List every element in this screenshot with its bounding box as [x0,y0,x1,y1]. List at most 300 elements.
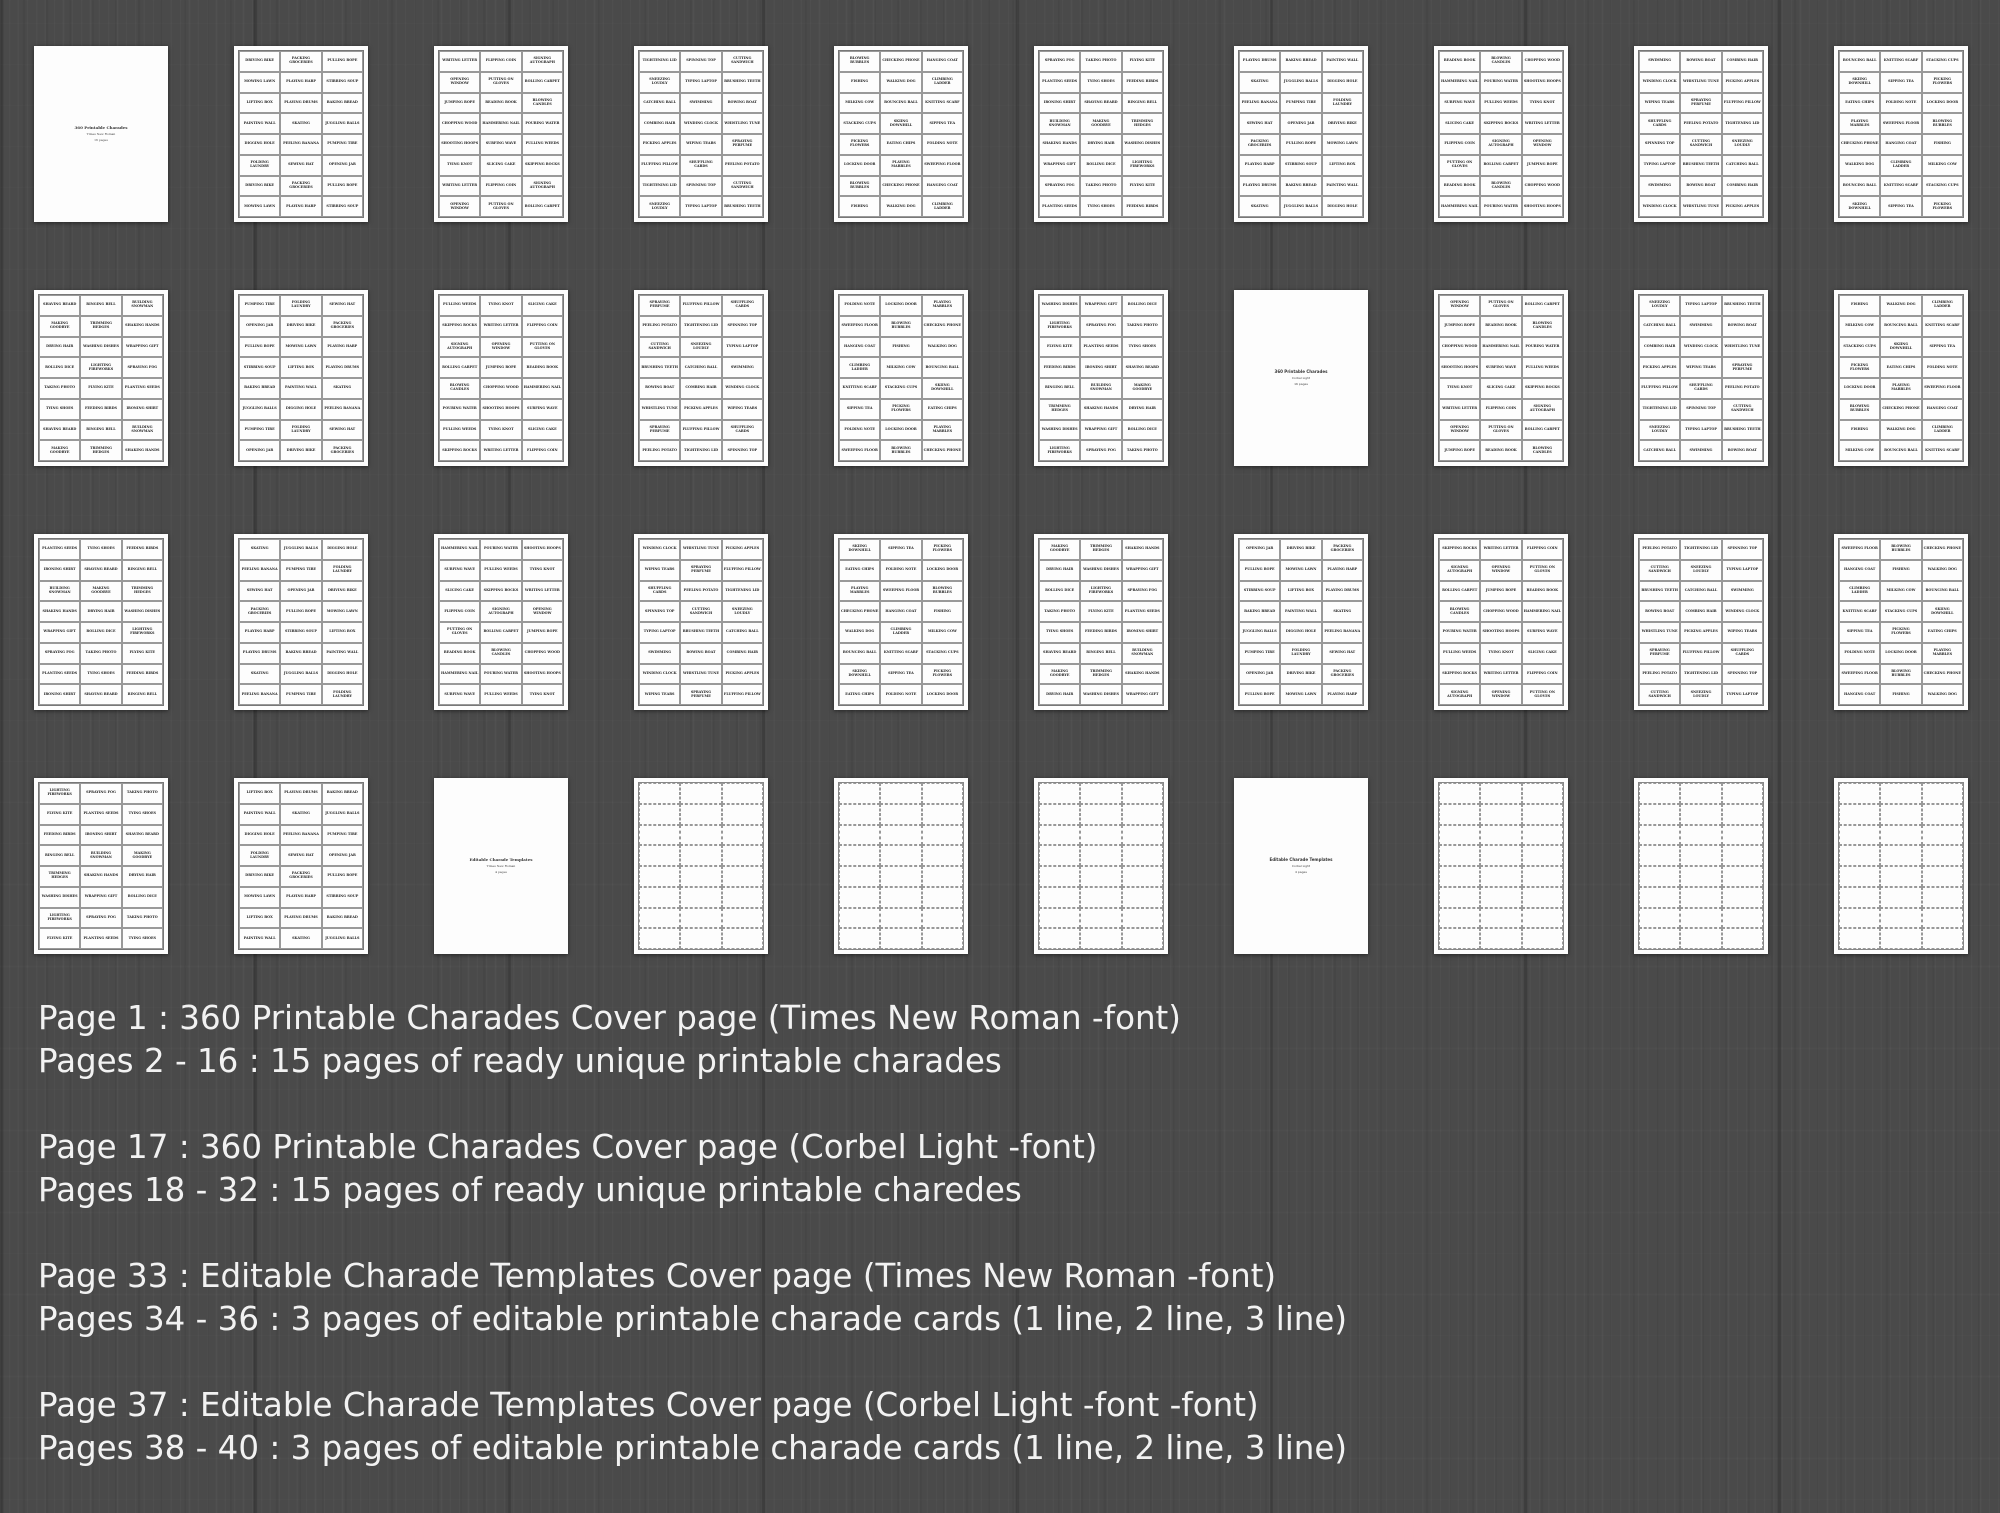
charade-card: PULLING WEEDS [480,560,521,581]
charade-card: SPINNING TOP [1639,134,1680,155]
charade-card: PLANTING SEEDS [1039,196,1080,217]
blank-card [1480,845,1521,866]
charade-page-thumbnail [1434,290,1568,466]
charade-card: SWEEPING FLOOR [922,155,963,176]
charade-card: SKIPPING ROCKS [439,440,480,461]
charade-card: SHAKING HANDS [1039,134,1080,155]
blank-card [1122,928,1163,949]
blank-card [1922,783,1963,804]
charade-card: SPRAYING FOG [1039,176,1080,197]
charade-card: SKIPPING ROCKS [522,155,563,176]
charade-card: SNEEZING LOUDLY [1639,420,1680,441]
blank-card [1839,928,1880,949]
blank-card [1922,866,1963,887]
charade-card: SKIING DOWNHILL [1880,337,1921,358]
charade-card: SWEEPING FLOOR [1839,664,1880,685]
charade-card: POURING WATER [1439,622,1480,643]
charade-card: MOWING LAWN [1280,684,1321,705]
charade-card: MAKING GOODBYE [1039,539,1080,560]
charade-card: PEELING BANANA [1322,622,1363,643]
charade-card: FLYING KITE [1039,337,1080,358]
charade-card: PLAYING MARBLES [922,295,963,316]
blank-card [1722,928,1763,949]
charade-card: WASHING DISHES [1122,134,1163,155]
charade-card: DRYING HAIR [1080,134,1121,155]
charade-card: MAKING GOODBYE [1080,113,1121,134]
cover-pages: 4 pages [1295,870,1307,875]
charade-card: EATING CHIPS [1880,357,1921,378]
charade-card: OPENING WINDOW [480,337,521,358]
charade-card: BAKING BREAD [1280,51,1321,72]
description-line: Pages 18 - 32 : 15 pages of ready unique printable charedes [38,1171,1022,1209]
charade-card: STACKING CUPS [1839,337,1880,358]
charade-card: PUTTING ON GLOVES [1480,420,1521,441]
charade-card: BRUSHING TEETH [722,72,763,93]
charade-card: TIGHTENING LID [1639,399,1680,420]
charade-card: FLYING KITE [80,378,121,399]
charade-card: BAKING BREAD [280,643,321,664]
charade-card: PLANTING SEEDS [39,539,80,560]
description-block-4 [38,1384,1347,1470]
charade-card: WINDING CLOCK [1680,337,1721,358]
charade-card: PACKING GROCERIES [280,866,321,887]
charade-card: CATCHING BALL [722,622,763,643]
blank-card [639,887,680,908]
charade-page-thumbnail [1834,46,1968,222]
charade-card: TYING KNOT [1439,378,1480,399]
charade-card: PUTTING ON GLOVES [1522,560,1563,581]
charade-card: ROLLING CARPET [522,196,563,217]
charade-card: PLAYING MARBLES [1880,378,1921,399]
charade-card: PACKING GROCERIES [239,601,280,622]
charade-card: PAINTING WALL [239,804,280,825]
charade-card: PLANTING SEEDS [80,928,121,949]
charade-card: WALKING DOG [1922,684,1963,705]
charade-card: PACKING GROCERIES [322,440,363,461]
charade-card: PLAYING DRUMS [1239,176,1280,197]
charade-card: ROLLING CARPET [480,622,521,643]
charade-card: RINGING BELL [1080,643,1121,664]
charade-card: WINDING CLOCK [1639,196,1680,217]
blank-card [880,928,921,949]
blank-card [1039,804,1080,825]
blank-card [1480,783,1521,804]
charade-card: FOLDING NOTE [880,560,921,581]
cover-page-thumbnail [1234,778,1368,954]
charade-card: PICKING FLOWERS [1880,622,1921,643]
charade-card: CUTTING SANDWICH [1639,684,1680,705]
charade-card: BLOWING CANDLES [1522,316,1563,337]
blank-card [1680,825,1721,846]
charade-card: SPINNING TOP [1722,539,1763,560]
charade-card: WIPING TEARS [639,560,680,581]
charade-card: STACKING CUPS [922,643,963,664]
charade-card: PULLING ROPE [322,176,363,197]
charade-card: POURING WATER [480,539,521,560]
charade-card: RINGING BELL [80,420,121,441]
charade-card: DRIVING BIKE [239,51,280,72]
charade-card: TYPING LAPTOP [1722,684,1763,705]
charade-card: TYING KNOT [522,560,563,581]
charade-card: ROLLING DICE [122,887,163,908]
charade-card: CHOPPING WOOD [1439,337,1480,358]
charade-card: SNEEZING LOUDLY [639,72,680,93]
charade-card: DRIVING BIKE [280,440,321,461]
charade-card: SKATING [280,928,321,949]
charade-card: PULLING ROPE [239,337,280,358]
charade-card: LOCKING DOOR [1922,93,1963,114]
charade-card: SPRAYING PERFUME [1722,357,1763,378]
charade-card: SWEEPING FLOOR [1922,378,1963,399]
charade-card: KNITTING SCARF [1922,440,1963,461]
charade-card: SKIING DOWNHILL [1839,196,1880,217]
charade-card: HANGING COAT [1839,560,1880,581]
charade-card: PLAYING DRUMS [239,643,280,664]
charade-card: PEELING BANANA [280,134,321,155]
blank-card [1122,804,1163,825]
charade-card: SIGNING AUTOGRAPH [1480,134,1521,155]
charade-card: PICKING FLOWERS [839,134,880,155]
charade-card: BOUNCING BALL [1880,440,1921,461]
charade-card: SWIMMING [1680,316,1721,337]
blank-card [1522,845,1563,866]
charade-card: FLYING KITE [1122,176,1163,197]
charade-card: WALKING DOG [1922,560,1963,581]
charade-card: CHECKING PHONE [1922,664,1963,685]
charade-card: STACKING CUPS [1922,176,1963,197]
charade-card: SHAVING BEARD [39,420,80,441]
charade-card: PLAYING DRUMS [322,357,363,378]
charade-card: BOUNCING BALL [1839,176,1880,197]
charade-page-thumbnail [1634,534,1768,710]
charade-card: SIPPING TEA [1839,622,1880,643]
charade-page-thumbnail [1234,46,1368,222]
charade-card: FOLDING NOTE [1922,357,1963,378]
charade-card: SHOOTING HOOPS [480,399,521,420]
blank-card [922,845,963,866]
blank-card [1480,804,1521,825]
charade-page-thumbnail [634,290,768,466]
charade-card: PLAYING HARP [280,72,321,93]
charade-card: CHECKING PHONE [1880,399,1921,420]
charade-card: WASHING DISHES [1080,684,1121,705]
blank-card [1722,825,1763,846]
charade-card: SHAVING BEARD [80,684,121,705]
charade-card: MAKING GOODBYE [39,440,80,461]
blank-card [1080,908,1121,929]
charade-card: FLUFFING PILLOW [639,155,680,176]
blank-card [1039,908,1080,929]
blank-card [1722,908,1763,929]
cover-title: Editable Charade Templates [469,856,533,862]
charade-page-thumbnail [234,778,368,954]
charade-card: FOLDING NOTE [1839,643,1880,664]
charade-card: READING BOOK [1522,581,1563,602]
blank-card [1922,825,1963,846]
charade-card: SHOOTING HOOPS [522,539,563,560]
charade-card: SIGNING AUTOGRAPH [1439,560,1480,581]
charade-card: TAKING PHOTO [1122,316,1163,337]
charade-card: PULLING WEEDS [480,684,521,705]
charade-card: BLOWING BUBBLES [839,51,880,72]
charade-card: TYING KNOT [439,155,480,176]
blank-card [639,825,680,846]
charade-card: TYPING LAPTOP [1722,560,1763,581]
charade-card: JUGGLING BALLS [322,804,363,825]
charade-card: STIRRING SOUP [1280,155,1321,176]
charade-card: LIGHTING FIREWORKS [1039,316,1080,337]
blank-card [1680,783,1721,804]
charade-card: CHECKING PHONE [1922,539,1963,560]
charade-card: PULLING ROPE [322,866,363,887]
charade-card: SHAVING BEARD [1039,643,1080,664]
charade-card: FLIPPING COIN [1522,664,1563,685]
charade-card: WRAPPING GIFT [122,337,163,358]
charade-card: LOCKING DOOR [839,155,880,176]
charade-card: EATING CHIPS [1922,622,1963,643]
charade-card: SPINNING TOP [639,601,680,622]
charade-page-thumbnail [834,46,968,222]
charade-card: WHISTLING TUNE [1680,72,1721,93]
charade-card: STIRRING SOUP [239,357,280,378]
charade-card: WALKING DOG [922,337,963,358]
charade-card: WASHING DISHES [1080,560,1121,581]
blank-card [1039,825,1080,846]
charade-card: FOLDING LAUNDRY [322,684,363,705]
charade-card: SKATING [322,378,363,399]
charade-card: HAMMERING NAIL [439,664,480,685]
charade-page-thumbnail [1034,534,1168,710]
charade-card: PUTTING ON GLOVES [1522,684,1563,705]
charade-card: DRYING HAIR [1039,684,1080,705]
charade-card: PEELING POTATO [1639,539,1680,560]
charade-card: CLIMBING LADDER [922,72,963,93]
charade-card: PEELING POTATO [1722,378,1763,399]
charade-card: BOUNCING BALL [880,93,921,114]
charade-card: IRONING SHIRT [39,560,80,581]
charade-card: FLIPPING COIN [1522,539,1563,560]
blank-card [1880,908,1921,929]
charade-card: MILKING COW [1839,316,1880,337]
charade-card: SWIMMING [639,643,680,664]
blank-card [1639,887,1680,908]
charade-card: BLOWING BUBBLES [922,581,963,602]
blank-card [1880,783,1921,804]
charade-card: SNEEZING LOUDLY [639,196,680,217]
charade-card: TIGHTENING LID [680,316,721,337]
blank-card [1122,866,1163,887]
blank-card [1122,845,1163,866]
charade-card: OPENING WINDOW [439,72,480,93]
charade-card: FISHING [1839,420,1880,441]
charade-card: LIFTING BOX [1322,155,1363,176]
charade-card: MILKING COW [1922,155,1963,176]
blank-card [839,928,880,949]
blank-card [880,825,921,846]
charade-card: IRONING SHIRT [1039,93,1080,114]
blank-card [1522,866,1563,887]
charade-card: CUTTING SANDWICH [680,601,721,622]
charade-card: PEELING BANANA [322,399,363,420]
description-line: Pages 2 - 16 : 15 pages of ready unique printable charades [38,1042,1002,1080]
cover-pages: 16 pages [1294,382,1308,387]
charade-card: DRYING HAIR [39,337,80,358]
blank-card [1839,908,1880,929]
charade-card: PICKING FLOWERS [922,539,963,560]
charade-card: PICKING FLOWERS [880,399,921,420]
charade-card: TRIMMING HEDGES [80,316,121,337]
charade-card: SKIPPING ROCKS [1522,378,1563,399]
charade-card: ROLLING CARPET [1522,420,1563,441]
charade-card: PLANTING SEEDS [39,664,80,685]
charade-card: CHECKING PHONE [880,51,921,72]
charade-card: KNITTING SCARF [880,643,921,664]
charade-card: PULLING ROPE [322,51,363,72]
blank-card [1439,928,1480,949]
charade-card: TAKING PHOTO [1080,51,1121,72]
charade-card: TRIMMING HEDGES [39,866,80,887]
cover-page-thumbnail [34,46,168,222]
charade-card: MILKING COW [839,93,880,114]
cover-sub: Corbel Light [1291,864,1311,869]
charade-card: WHISTLING TUNE [1722,337,1763,358]
charade-card: ROLLING CARPET [522,72,563,93]
charade-card: ROLLING DICE [1039,581,1080,602]
charade-card: WALKING DOG [1880,420,1921,441]
blank-card [1039,887,1080,908]
charade-card: EATING CHIPS [1839,93,1880,114]
charade-card: IRONING SHIRT [122,399,163,420]
charade-card: OPENING JAR [1280,113,1321,134]
charade-card: WRITING LETTER [480,316,521,337]
charade-card: SWEEPING FLOOR [839,316,880,337]
charade-page-thumbnail [1634,46,1768,222]
editable-template-page-thumbnail [1434,778,1568,954]
charade-card: FISHING [880,337,921,358]
charade-card: SHAVING BEARD [1080,93,1121,114]
blank-card [839,804,880,825]
charade-card: LIGHTING FIREWORKS [80,357,121,378]
charade-card: MOWING LAWN [239,72,280,93]
charade-card: BRUSHING TEETH [1680,155,1721,176]
charade-card: LIGHTING FIREWORKS [1080,581,1121,602]
charade-card: WHISTLING TUNE [1680,196,1721,217]
charade-card: COMBING HAIR [722,643,763,664]
charade-card: PLAYING MARBLES [1839,113,1880,134]
charade-card: TAKING PHOTO [122,783,163,804]
blank-card [1639,804,1680,825]
blank-card [1922,887,1963,908]
charade-card: SPINNING TOP [1680,399,1721,420]
charade-card: DIGGING HOLE [322,539,363,560]
charade-card: FISHING [839,196,880,217]
blank-card [1480,866,1521,887]
charade-card: PUTTING ON GLOVES [439,622,480,643]
charade-card: SLICING CAKE [480,155,521,176]
charade-card: CATCHING BALL [1639,440,1680,461]
charade-card: SNEEZING LOUDLY [1680,684,1721,705]
blank-card [880,783,921,804]
charade-card: TYING SHOES [80,539,121,560]
charade-card: BLOWING CANDLES [439,378,480,399]
charade-card: FOLDING LAUNDRY [1322,93,1363,114]
cover-sub: Times New Roman [86,132,116,137]
charade-card: ROLLING DICE [39,357,80,378]
charade-card: TYING SHOES [39,399,80,420]
charade-card: PICKING APPLES [1722,72,1763,93]
blank-card [680,908,721,929]
charade-page-thumbnail [834,290,968,466]
charade-card: BRUSHING TEETH [722,196,763,217]
charade-card: PLAYING HARP [280,887,321,908]
charade-card: FLIPPING COIN [522,316,563,337]
charade-card: WHISTLING TUNE [722,113,763,134]
charade-card: OPENING JAR [239,440,280,461]
charade-card: HAMMERING NAIL [522,378,563,399]
charade-card: SKATING [239,664,280,685]
charade-card: FEEDING BIRDS [39,825,80,846]
charade-card: OPENING JAR [1239,664,1280,685]
charade-card: WRITING LETTER [1522,113,1563,134]
charade-page-thumbnail [234,534,368,710]
charade-card: BRUSHING TEETH [1722,420,1763,441]
charade-card: TYING KNOT [1522,93,1563,114]
charade-card: SIPPING TEA [839,399,880,420]
charade-card: SHOOTING HOOPS [522,664,563,685]
charade-card: KNITTING SCARF [922,93,963,114]
blank-card [1639,783,1680,804]
charade-card: SURFING WAVE [480,134,521,155]
description-line: Pages 38 - 40 : 3 pages of editable printable charade cards (1 line, 2 line, 3 line) [38,1429,1348,1467]
charade-card: SPRAYING FOG [1080,440,1121,461]
blank-card [922,825,963,846]
blank-card [722,825,763,846]
blank-card [1080,825,1121,846]
charade-card: PACKING GROCERIES [1239,134,1280,155]
charade-card: TYING SHOES [1039,622,1080,643]
charade-card: LIGHTING FIREWORKS [39,783,80,804]
charade-card: TRIMMING HEDGES [80,440,121,461]
charade-card: PAINTING WALL [280,378,321,399]
charade-card: SIPPING TEA [880,664,921,685]
charade-card: TAKING PHOTO [1039,601,1080,622]
blank-card [1080,804,1121,825]
charade-card: SKATING [239,539,280,560]
blank-card [1439,845,1480,866]
charade-page-thumbnail [1834,534,1968,710]
charade-card: PAINTING WALL [239,113,280,134]
charade-card: TRIMMING HEDGES [122,581,163,602]
charade-card: PLAYING MARBLES [922,420,963,441]
blank-card [880,908,921,929]
charade-card: SPRAYING PERFUME [1680,93,1721,114]
blank-card [680,928,721,949]
charade-card: FLIPPING COIN [480,176,521,197]
charade-card: BLOWING CANDLES [522,93,563,114]
charade-card: SKIING DOWNHILL [1839,72,1880,93]
charade-card: JUGGLING BALLS [239,399,280,420]
charade-card: TIGHTENING LID [1722,113,1763,134]
charade-card: SWIMMING [1722,581,1763,602]
charade-card: PULLING ROPE [1239,684,1280,705]
blank-card [1880,845,1921,866]
charade-card: SIPPING TEA [922,113,963,134]
charade-card: BLOWING BUBBLES [1839,399,1880,420]
charade-card: FOLDING NOTE [1880,93,1921,114]
charade-card: LIGHTING FIREWORKS [1122,155,1163,176]
blank-card [1839,825,1880,846]
blank-card [1522,928,1563,949]
